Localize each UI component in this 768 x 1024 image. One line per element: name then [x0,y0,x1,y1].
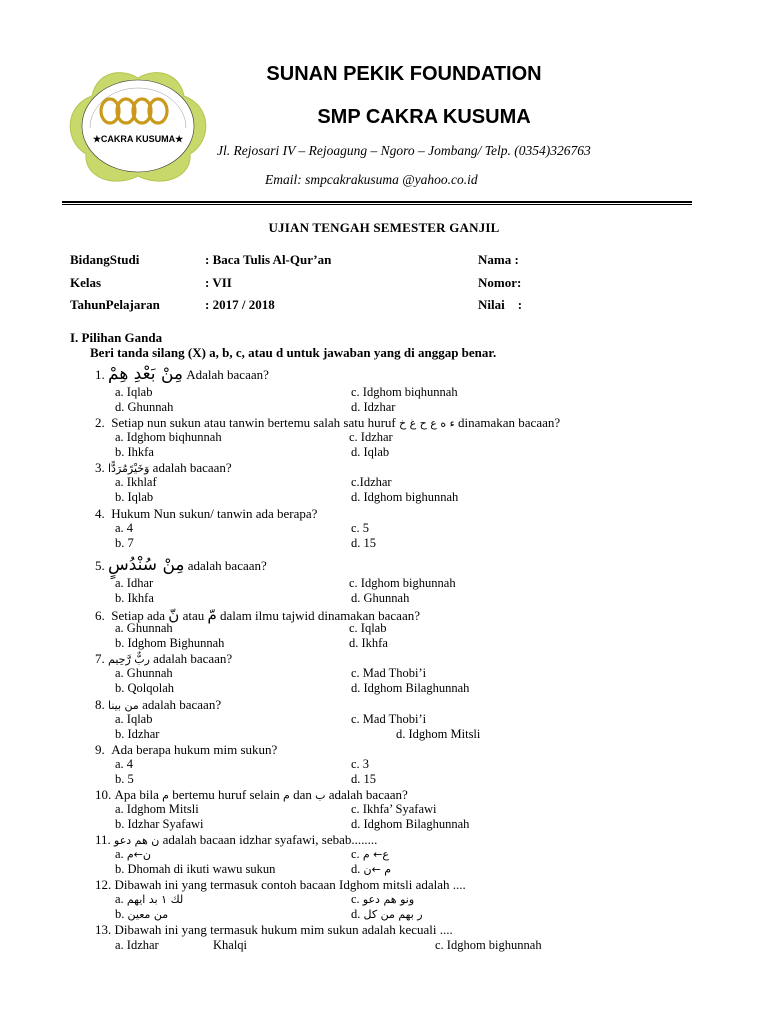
school-email: Email: smpcakrakusuma @yahoo.co.id [265,172,478,187]
question-6: 6. Setiap ada نّ atau مّ dalam ilmu tajwid dinamakan bacaan? [95,606,420,624]
question-9: 9. Ada berapa hukum mim sukun? [95,742,278,757]
question-8: 8. من بينا adalah bacaan? [95,697,222,712]
header-divider-thin [62,204,692,205]
arabic-text: ربٌّ رَّحِيم [108,653,150,666]
school-address: Jl. Rejosari IV – Rejoagung – Ngoro – Jombang/ Telp. (0354)326763 [217,143,591,158]
arabic-text: م [283,789,290,802]
q9-option-c: c. 3 [351,757,370,771]
q11-option-d: d. م ←ن [351,862,392,876]
q13-option-a: a. Idzhar [115,938,159,952]
arabic-text: مِنْ بَعْدِ هِمْ [108,364,183,384]
q1-option-c: c. Idghom biqhunnah [351,385,458,399]
q10-option-b: b. Idzhar Syafawi [115,817,204,831]
q13-option-a-cont: Khalqi [213,938,248,952]
q3-option-a: a. Ikhlaf [115,475,157,489]
question-7: 7. ربٌّ رَّحِيم adalah bacaan? [95,651,233,666]
q2-option-d: d. Iqlab [351,445,390,459]
arabic-text: مّ [207,606,217,624]
q12-option-a: a. لك ١ بد ايهم [115,892,184,906]
q7-option-c: c. Mad Thobi’i [351,666,427,680]
q1-option-d: d. Idzhar [351,400,396,414]
q2-option-a: a. Idghom biqhunnah [115,430,222,444]
q8-option-d: d. Idghom Mitsli [396,727,481,741]
q5-option-c: c. Idghom bighunnah [349,576,456,590]
q8-option-b: b. Idzhar [115,727,160,741]
arabic-text: من بينا [108,699,139,712]
q2-option-c: c. Idzhar [349,430,393,444]
section-instruction: Beri tanda silang (X) a, b, c, atau d untuk jawaban yang di anggap benar. [90,345,497,360]
q4-option-a: a. 4 [115,521,134,535]
q5-option-a: a. Idhar [115,576,154,590]
question-4: 4. Hukum Nun sukun/ tanwin ada berapa? [95,506,318,521]
school-title: SMP CAKRA KUSUMA [317,106,531,128]
q4-option-c: c. 5 [351,521,370,535]
arabic-text: نّ [168,606,180,624]
q5-option-d: d. Ghunnah [351,591,410,605]
q1-option-b: d. Ghunnah [115,400,174,414]
q3-option-c: c.Idzhar [351,475,392,489]
exam-title: UJIAN TENGAH SEMESTER GANJIL [268,220,500,235]
question-3: 3. وَخَيْرًمُرَدًّا adalah bacaan? [95,460,232,475]
question-13: 13. Dibawah ini yang termasuk hukum mim sukun adalah kecuali .... [95,922,453,937]
tahun-value: : 2017 / 2018 [205,297,275,312]
arabic-text: ء ه ع ح غ خ [399,417,455,430]
q13-option-c: c. Idghom bighunnah [435,938,542,952]
question-1: 1. مِنْ بَعْدِ هِمْ Adalah bacaan? [95,364,269,384]
nama-field: Nama : [478,252,519,267]
q6-option-b: b. Idghom Bighunnah [115,636,225,650]
question-11: 11. ن هم دعو adalah bacaan idzhar syafawi, sebab........ [95,832,378,847]
q1-option-a: a. Iqlab [115,385,153,399]
q7-option-b: b. Qolqolah [115,681,175,695]
q4-option-b: b. 7 [115,536,134,550]
q5-option-b: b. Ikhfa [115,591,154,605]
logo-name: ★CAKRA KUSUMA★ [92,134,184,144]
q11-option-c: c. ع← م [351,847,389,861]
arabic-text: ب [315,789,326,802]
q9-option-b: b. 5 [115,772,134,786]
section-title: I. Pilihan Ganda [70,330,163,345]
bidang-value: : Baca Tulis Al-Qur’an [205,252,332,267]
arabic-text: ن هم دعو [114,834,160,847]
q3-option-d: d. Idghom bighunnah [351,490,459,504]
kelas-value: : VII [205,275,232,290]
q6-option-a: a. Ghunnah [115,621,173,635]
tahun-label: TahunPelajaran [70,297,160,312]
q12-option-c: c. ونو هم دعو [351,892,415,906]
kelas-label: Kelas [70,275,102,290]
question-12: 12. Dibawah ini yang termasuk contoh bacaan Idghom mitsli adalah .... [95,877,466,892]
question-5: 5. مِنْ سُنْدُسٍ adalah bacaan? [95,555,267,575]
q3-option-b: b. Iqlab [115,490,154,504]
arabic-text: مِنْ سُنْدُسٍ [108,555,185,575]
q9-option-a: a. 4 [115,757,134,771]
bidang-label: BidangStudi [70,252,140,267]
q12-option-b: b. من معين [115,907,169,921]
q10-option-a: a. Idghom Mitsli [115,802,199,816]
question-2: 2. Setiap nun sukun atau tanwin bertemu salah satu huruf ء ه ع ح غ خ dinamakan bacaan? [95,415,561,430]
q2-option-b: b. Ihkfa [115,445,154,459]
q7-option-a: a. Ghunnah [115,666,173,680]
q10-option-c: c. Ikhfa’ Syafawi [351,802,437,816]
q12-option-d: d. ر بهم من كل [351,907,423,921]
arabic-text: وَخَيْرًمُرَدًّا [108,462,150,475]
q7-option-d: d. Idghom Bilaghunnah [351,681,470,695]
foundation-title: SUNAN PEKIK FOUNDATION [266,63,542,85]
q9-option-d: d. 15 [351,772,376,786]
q6-option-c: c. Iqlab [349,621,387,635]
q8-option-c: c. Mad Thobi’i [351,712,427,726]
question-10: 10. Apa bila م bertemu huruf selain م dan ب adalah bacaan? [95,787,408,802]
arabic-text: م [162,789,169,802]
q10-option-d: d. Idghom Bilaghunnah [351,817,470,831]
q11-option-b: b. Dhomah di ikuti wawu sukun [115,862,276,876]
q4-option-d: d. 15 [351,536,376,550]
nilai-field: Nilai : [478,297,523,312]
header-divider [62,201,692,203]
nomor-field: Nomor: [478,275,522,290]
q11-option-a: a. ن←م [115,847,151,861]
q8-option-a: a. Iqlab [115,712,153,726]
q6-option-d: d. Ikhfa [349,636,388,650]
